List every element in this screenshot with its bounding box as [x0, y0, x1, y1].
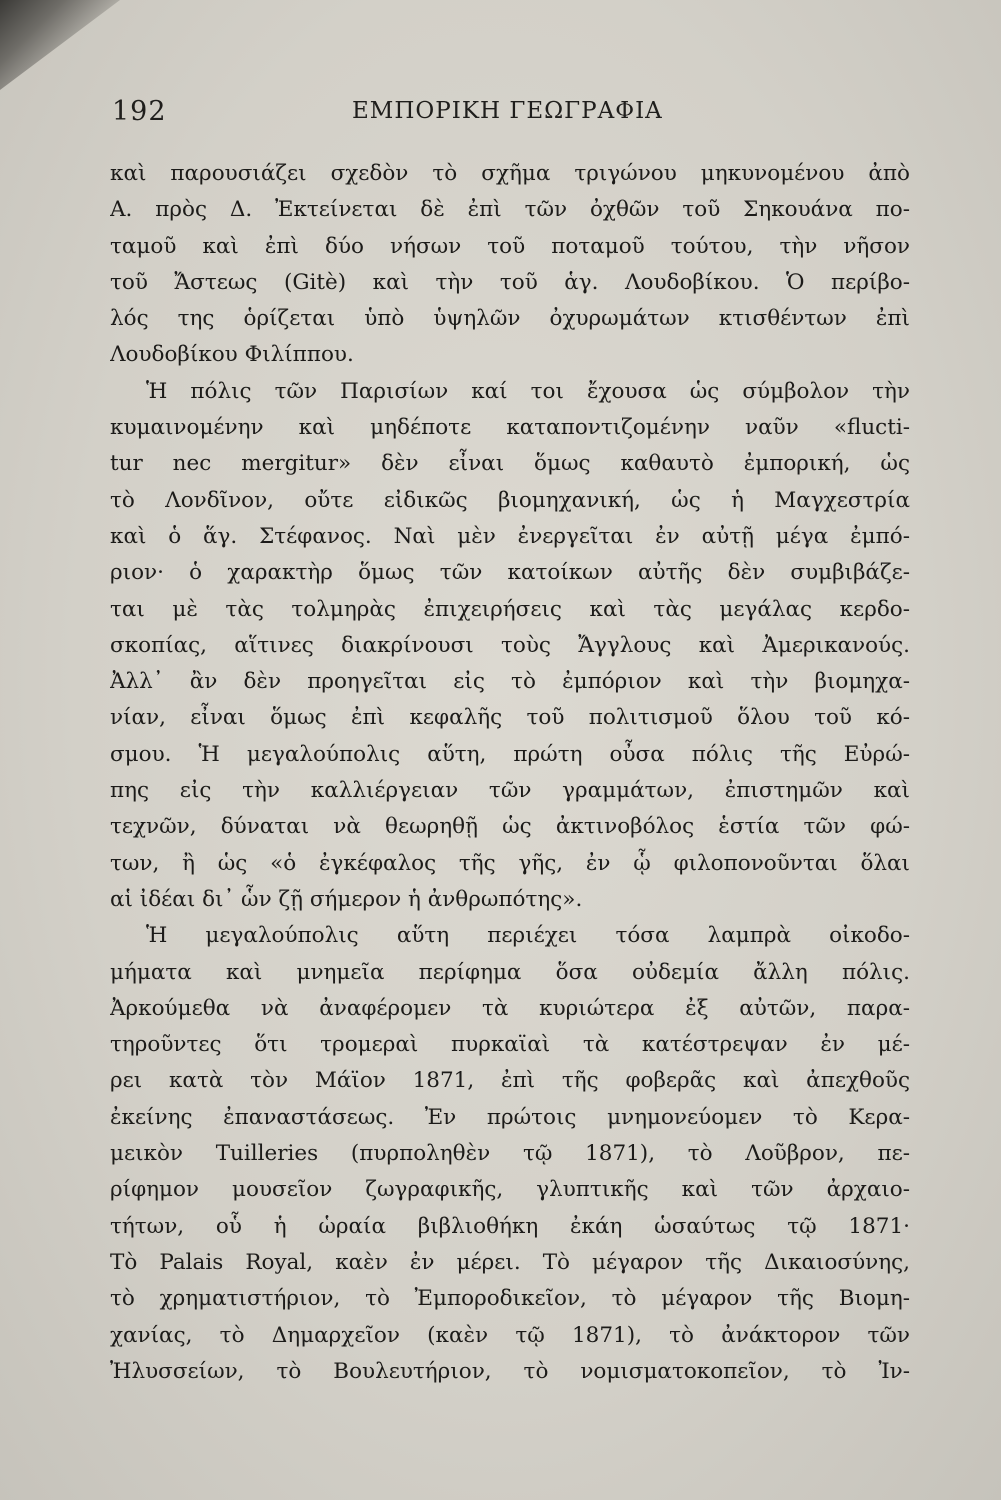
page-number: 192: [112, 96, 167, 127]
text-line: τοῦ Ἄστεως (Gitè) καὶ τὴν τοῦ ἁγ. Λουδοβίκου. Ὁ περίβο-: [110, 269, 910, 295]
text-line: ἐκείνης ἐπαναστάσεως. Ἐν πρώτοις μνημονεύομεν τὸ Κερα-: [110, 1104, 910, 1130]
paragraph-start-line: Ἡ πόλις τῶν Παρισίων καί τοι ἔχουσα ὡς σύμβολον τὴν: [146, 378, 910, 404]
text-line: ται μὲ τὰς τολμηρὰς ἐπιχειρήσεις καὶ τὰς μεγάλας κερδο-: [110, 596, 910, 622]
running-title: ΕΜΠΟΡΙΚΗ ΓΕΩΓΡΑΦΙΑ: [352, 98, 663, 124]
text-line: καὶ ὁ ἅγ. Στέφανος. Ναὶ μὲν ἐνεργεῖται ἐν αὐτῇ μέγα ἐμπό-: [110, 523, 910, 549]
text-line: Ἠλυσσείων, τὸ Βουλευτήριον, τὸ νομισματοκοπεῖον, τὸ Ἰν-: [110, 1358, 910, 1384]
text-line: λός της ὁρίζεται ὑπὸ ὑψηλῶν ὀχυρωμάτων κτισθέντων ἐπὶ: [110, 306, 910, 332]
text-line: τήτων, οὗ ἡ ὡραία βιβλιοθήκη ἐκάη ὡσαύτως τῷ 1871·: [110, 1213, 910, 1239]
text-line: σμου. Ἡ μεγαλούπολις αὕτη, πρώτη οὖσα πόλις τῆς Εὐρώ-: [110, 741, 910, 767]
body-text: [110, 156, 910, 1390]
text-line: μεικὸν Tuilleries (πυρποληθὲν τῷ 1871), τὸ Λοῦβρον, πε-: [110, 1141, 910, 1167]
text-line: Ἀρκούμεθα νὰ ἀναφέρομεν τὰ κυριώτερα ἐξ αὐτῶν, παρα-: [110, 995, 910, 1021]
corner-shadow: [0, 0, 120, 90]
text-line: καὶ παρουσιάζει σχεδὸν τὸ σχῆμα τριγώνου μηκυνομένου ἀπὸ: [110, 161, 910, 186]
text-line: τὸ χρηματιστήριον, τὸ Ἐμποροδικεῖον, τὸ μέγαρον τῆς Βιομη-: [110, 1286, 910, 1312]
text-line: χανίας, τὸ Δημαρχεῖον (καὲν τῷ 1871), τὸ ἀνάκτορον τῶν: [110, 1322, 910, 1348]
text-line: ταμοῦ καὶ ἐπὶ δύο νήσων τοῦ ποταμοῦ τούτου, τὴν νῆσον: [110, 233, 910, 259]
text-line: πης εἰς τὴν καλλιέργειαν τῶν γραμμάτων, ἐπιστημῶν καὶ: [110, 778, 910, 804]
text-line: τεχνῶν, δύναται νὰ θεωρηθῇ ὡς ἀκτινοβόλος ἑστία τῶν φώ-: [110, 814, 910, 840]
text-line: Τὸ Palais Royal, καὲν ἐν μέρει. Τὸ μέγαρον τῆς Δικαιοσύνης,: [110, 1249, 910, 1275]
text-line: τὸ Λονδῖνον, οὔτε εἰδικῶς βιομηχανική, ὡς ἡ Μαγχεστρία: [110, 487, 910, 513]
text-line: tur nec mergitur» δὲν εἶναι ὅμως καθαυτὸ ἐμπορική, ὡς: [110, 451, 910, 477]
text-line: ρίφημον μουσεῖον ζωγραφικῆς, γλυπτικῆς καὶ τῶν ἀρχαιο-: [110, 1177, 910, 1203]
text-line: των, ἢ ὡς «ὁ ἐγκέφαλος τῆς γῆς, ἐν ᾧ φιλοπονοῦνται ὅλαι: [110, 850, 910, 876]
paragraph-start-line: Ἡ μεγαλούπολις αὕτη περιέχει τόσα λαμπρὰ οἰκοδο-: [146, 923, 910, 949]
text-line: τηροῦντες ὅτι τρομεραὶ πυρκαϊαὶ τὰ κατέστρεψαν ἐν μέ-: [110, 1032, 910, 1058]
text-line: ρει κατὰ τὸν Μάϊον 1871, ἐπὶ τῆς φοβερᾶς καὶ ἀπεχθοῦς: [110, 1068, 910, 1094]
text-line: κυμαινομένην καὶ μηδέποτε καταποντιζομένην ναῦν «flucti-: [110, 415, 910, 441]
text-line: Λουδοβίκου Φιλίππου.: [110, 342, 354, 368]
page-header: [112, 96, 902, 136]
text-line: αἱ ἰδέαι δι᾽ ὧν ζῇ σήμερον ἡ ἀνθρωπότης».: [110, 886, 583, 912]
text-line: Α. πρὸς Δ. Ἐκτείνεται δὲ ἐπὶ τῶν ὀχθῶν τοῦ Σηκουάνα πο-: [110, 197, 910, 223]
text-line: μήματα καὶ μνημεῖα περίφημα ὅσα οὐδεμία ἄλλη πόλις.: [110, 959, 910, 985]
text-line: ριον· ὁ χαρακτὴρ ὅμως τῶν κατοίκων αὐτῆς δὲν συμβιβάζε-: [110, 560, 910, 586]
text-line: νίαν, εἶναι ὅμως ἐπὶ κεφαλῆς τοῦ πολιτισμοῦ ὅλου τοῦ κό-: [110, 705, 910, 731]
text-line: Ἀλλ᾽ ἂν δὲν προηγεῖται εἰς τὸ ἐμπόριον καὶ τὴν βιομηχα-: [110, 669, 910, 695]
text-line: σκοπίας, αἵτινες διακρίνουσι τοὺς Ἄγγλους καὶ Ἀμερικανούς.: [110, 632, 910, 658]
